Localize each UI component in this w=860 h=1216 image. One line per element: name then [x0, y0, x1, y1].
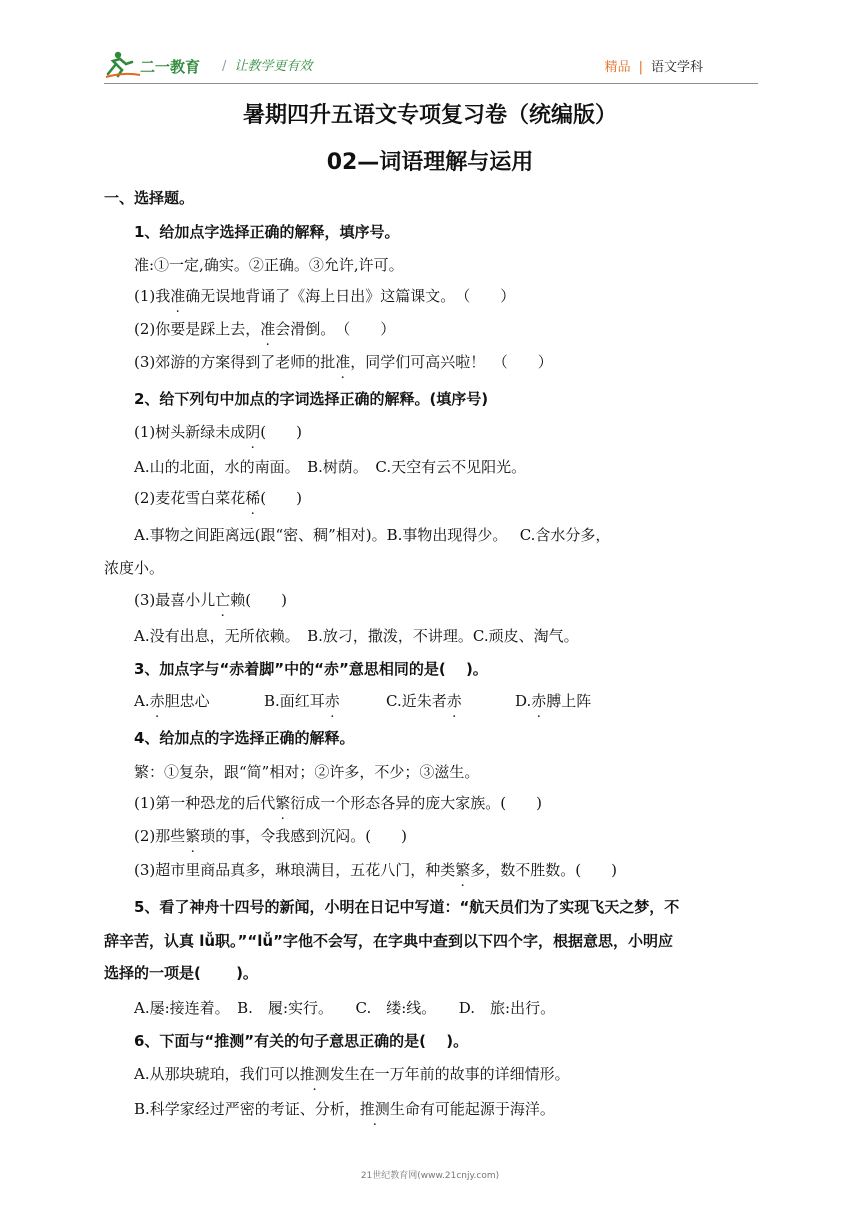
question-1-item-3: (3)郊游的方案得到了老师的批准，同学们可高兴啦！ （ ）: [134, 353, 553, 371]
dotted-char: 准: [260, 320, 276, 338]
question-4-item-3: (3)超市里商品真多，琳琅满目，五花八门，种类繁多，数不胜数。( ): [134, 861, 617, 879]
question-3-prompt: 3、加点字与“赤着脚”中的“赤”意思相同的是( )。: [134, 660, 488, 678]
question-4-item-1: (1)第一种恐龙的后代繁衍成一个形态各异的庞大家族。( ): [134, 794, 542, 812]
question-4-prompt: 4、给加点的字选择正确的解释。: [134, 729, 355, 747]
dotted-char: 准: [170, 287, 186, 305]
quality-tag: 精品: [604, 60, 631, 75]
dotted-word: 推测: [299, 1065, 330, 1083]
question-1-prompt: 1、给加点字选择正确的解释，填序号。: [134, 223, 400, 241]
question-2-options-1: A.山的北面，水的南面。 B.树荫。 C.天空有云不见阳光。: [134, 458, 527, 476]
dotted-char: 赤: [149, 692, 165, 710]
dotted-char: 繁: [185, 827, 201, 845]
subject-tag: 语文学科: [650, 60, 703, 75]
question-6-option-a: A.从那块琥珀，我们可以推测发生在一万年前的故事的详细情形。: [134, 1065, 570, 1083]
question-5-line-2: 辞辛苦，认真 lǚ职。”“lǚ”字他不会写，在字典中查到以下四个字，根据意思，小明应: [104, 932, 673, 950]
question-3-option-a: A.赤胆忠心: [134, 692, 210, 710]
logo-icon: [104, 50, 216, 78]
logo-text: 二一教育: [140, 58, 201, 76]
question-1-item-2: (2)你要是踩上去，准会滑倒。 （ ）: [134, 320, 396, 338]
slogan: / 让教学更有效: [222, 59, 313, 74]
question-3-option-d: D.赤膊上阵: [515, 692, 592, 710]
header-tags: 精品 | 语文学科: [604, 60, 703, 75]
doc-title: 暑期四升五语文专项复习卷（统编版）: [242, 103, 617, 128]
question-3-option-b: B.面红耳赤: [264, 692, 340, 710]
question-2-item-3: (3)最喜小儿亡赖( ): [134, 591, 287, 609]
question-6-option-b: B.科学家经过严密的考证、分析，推测生命有可能起源于海洋。: [134, 1100, 555, 1118]
question-1-item-1: (1)我准确无误地背诵了《海上日出》这篇课文。 （ ）: [134, 287, 516, 305]
page-footer: 21世纪教育网(www.21cnjy.com): [360, 1171, 500, 1181]
question-2-options-2a: A.事物之间距离远(跟“密、稠”相对)。B.事物出现得少。 C.含水分多，: [134, 526, 611, 544]
question-5-line-3: 选择的一项是( )。: [104, 964, 258, 982]
question-4-item-2: (2)那些繁琐的事，令我感到沉闷。( ): [134, 827, 407, 845]
dotted-char: 稀: [245, 489, 261, 507]
question-4-definition: 繁：①复杂，跟“简”相对；②许多，不少；③滋生。: [134, 763, 480, 781]
dotted-char: 赤: [446, 692, 462, 710]
question-3-option-c: C.近朱者赤: [386, 692, 462, 710]
question-2-prompt: 2、给下列句中加点的字词选择正确的解释。(填序号): [134, 390, 489, 408]
dotted-char: 繁: [275, 794, 291, 812]
header-divider: [104, 83, 758, 84]
question-5-line-1: 5、看了神舟十四号的新闻，小明在日记中写道：“航天员们为了实现飞天之梦，不: [134, 898, 680, 916]
dotted-char: 繁: [455, 861, 471, 879]
dotted-char: 赤: [531, 692, 547, 710]
question-2-options-3: A.没有出息，无所依赖。 B.放刁，撒泼，不讲理。C.顽皮、淘气。: [134, 627, 579, 645]
question-2-item-2: (2)麦花雪白菜花稀( ): [134, 489, 302, 507]
dotted-word: 推测: [359, 1100, 390, 1118]
doc-subtitle: 02—词语理解与运用: [326, 150, 534, 175]
question-2-options-2b: 浓度小。: [104, 559, 165, 577]
question-5-options: A.屡:接连着。 B. 履:实行。 C. 缕:线。 D. 旅:出行。: [134, 999, 556, 1017]
dotted-char: 亡: [215, 591, 231, 609]
section-heading: 一、选择题。: [104, 189, 195, 207]
dotted-char: 准: [335, 353, 351, 371]
page-header: [0, 0, 860, 90]
dotted-char: 阴: [245, 423, 261, 441]
question-1-definition: 准:①一定,确实。②正确。③允许,许可。: [134, 256, 404, 274]
question-6-prompt: 6、下面与“推测”有关的句子意思正确的是( )。: [134, 1032, 469, 1050]
dotted-char: 赤: [324, 692, 340, 710]
question-2-item-1: (1)树头新绿未成阴( ): [134, 423, 302, 441]
